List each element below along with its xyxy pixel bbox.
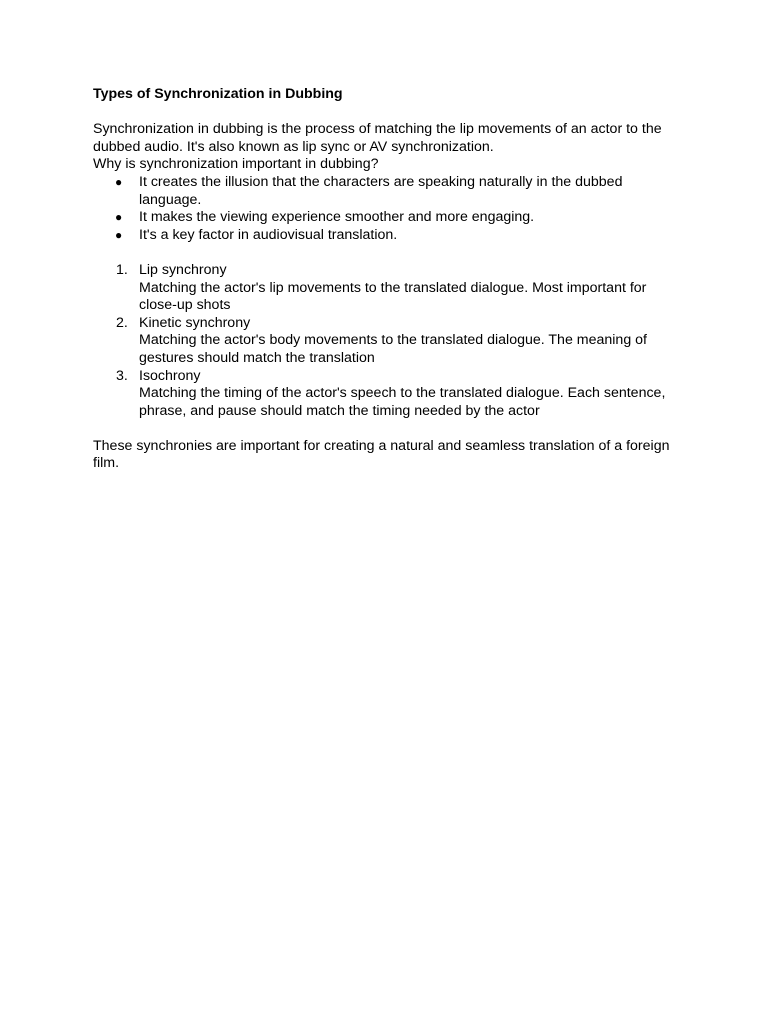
spacer xyxy=(93,104,678,122)
bullet-text: It creates the illusion that the characters are speaking naturally in the dubbed language. xyxy=(139,173,623,208)
list-item xyxy=(93,262,678,315)
bullet-item xyxy=(93,174,678,209)
bullet-text: It's a key factor in audiovisual translation. xyxy=(139,226,398,243)
list-item xyxy=(93,368,678,421)
list-item-name: Kinetic synchrony xyxy=(139,314,251,331)
conclusion-paragraph: These synchronies are important for creating a natural and seamless translation of a foreign film. xyxy=(93,437,670,472)
bullet-icon: ● xyxy=(115,210,123,225)
list-item-description: Matching the actor's lip movements to the translated dialogue. Most important for close-up shots xyxy=(139,279,647,314)
bullet-item xyxy=(93,209,678,227)
bullet-list xyxy=(93,174,678,244)
bullet-icon: ● xyxy=(115,174,123,189)
list-number: 3. xyxy=(116,367,128,384)
spacer xyxy=(93,244,678,262)
bullet-text: It makes the viewing experience smoother and more engaging. xyxy=(139,209,535,226)
list-item-description: Matching the actor's body movements to the translated dialogue. The meaning of gestures should match the translation xyxy=(139,332,647,366)
document-page xyxy=(93,86,678,473)
bullet-item xyxy=(93,227,678,245)
intro-paragraph: Synchronization in dubbing is the process of matching the lip movements of an actor to the dubbed audio. It's also known as lip sync or AV synchronization. xyxy=(93,121,662,155)
list-item-name: Lip synchrony xyxy=(139,261,227,278)
list-number: 2. xyxy=(116,314,128,331)
spacer xyxy=(93,420,678,438)
question-line: Why is synchronization important in dubbing? xyxy=(93,156,379,173)
document-title: Types of Synchronization in Dubbing xyxy=(93,86,343,102)
numbered-list xyxy=(93,262,678,420)
list-number: 1. xyxy=(116,261,128,278)
list-item-name: Isochrony xyxy=(139,367,201,384)
bullet-icon: ● xyxy=(115,227,123,242)
list-item-description: Matching the timing of the actor's speech to the translated dialogue. Each sentence, phrase, and pause should match the timing needed by the actor xyxy=(139,385,666,419)
list-item xyxy=(93,315,678,368)
